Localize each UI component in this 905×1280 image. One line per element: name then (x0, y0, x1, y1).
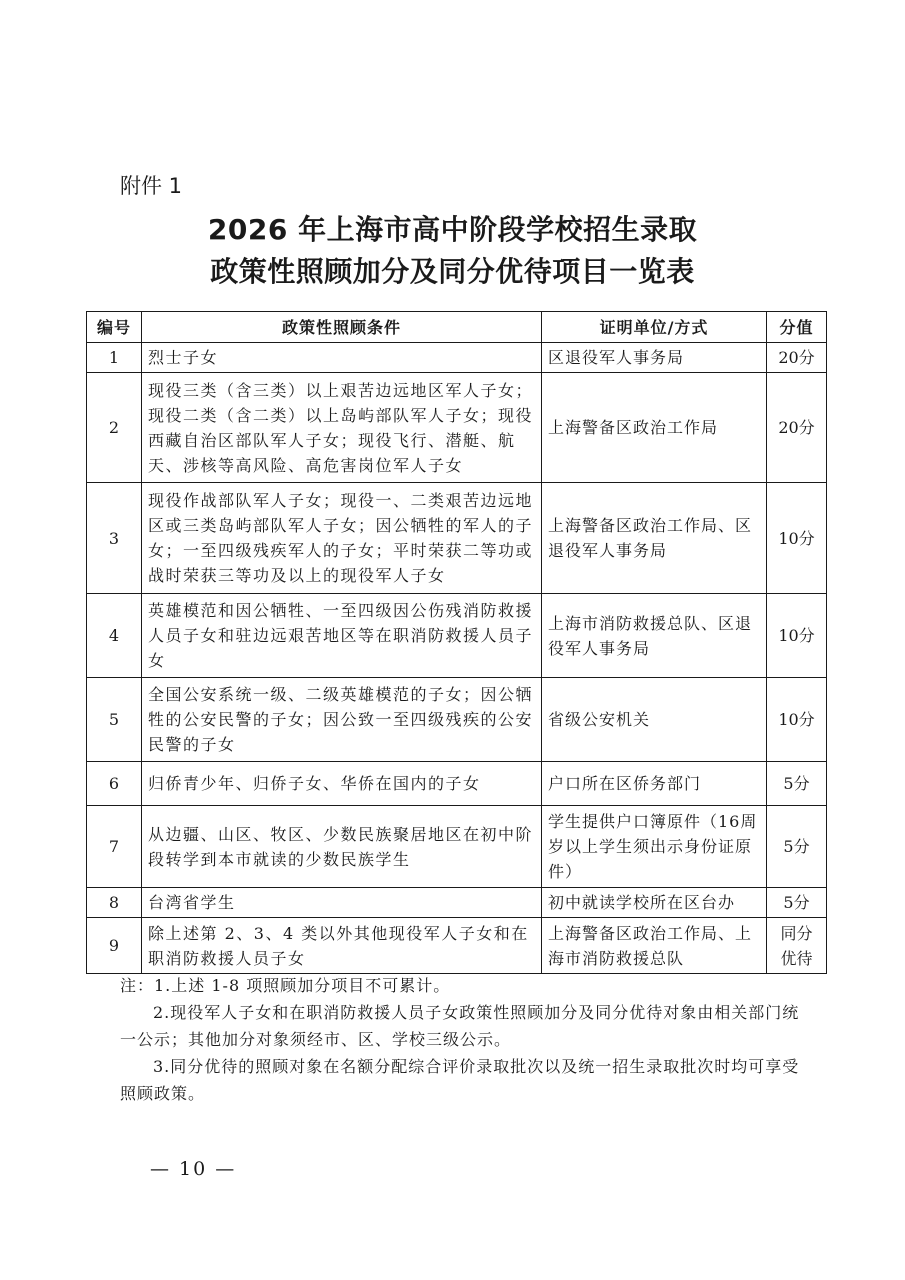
policy-table (86, 311, 827, 974)
row-num: 2 (87, 373, 142, 483)
table-header-row (87, 312, 827, 343)
row-cert: 初中就读学校所在区台办 (542, 888, 767, 918)
document-title-line1: 2026 年上海市高中阶段学校招生录取 (207, 213, 698, 246)
row-cert: 上海警备区政治工作局 (542, 373, 767, 483)
table-row (87, 888, 827, 918)
row-cert: 上海警备区政治工作局、上海市消防救援总队 (542, 918, 767, 974)
row-score: 5分 (767, 806, 827, 888)
row-cert: 上海市消防救援总队、区退役军人事务局 (542, 594, 767, 678)
row-condition: 台湾省学生 (142, 888, 542, 918)
table-row (87, 762, 827, 806)
row-score: 5分 (767, 888, 827, 918)
row-score: 10分 (767, 483, 827, 594)
notes-section (120, 972, 800, 1107)
table-row (87, 343, 827, 373)
document-title-line2: 政策性照顾加分及同分优待项目一览表 (210, 255, 695, 288)
row-cert: 户口所在区侨务部门 (542, 762, 767, 806)
note-1: 注：1.上述 1-8 项照顾加分项目不可累计。 (120, 976, 451, 995)
row-num: 7 (87, 806, 142, 888)
row-cert: 学生提供户口簿原件（16周岁以上学生须出示身份证原件） (542, 806, 767, 888)
row-condition: 从边疆、山区、牧区、少数民族聚居地区在初中阶段转学到本市就读的少数民族学生 (142, 806, 542, 888)
row-score: 5分 (767, 762, 827, 806)
row-condition: 全国公安系统一级、二级英雄模范的子女；因公牺牲的公安民警的子女；因公致一至四级残疾的公安民警的子女 (142, 678, 542, 762)
row-score: 20分 (767, 373, 827, 483)
row-score: 10分 (767, 594, 827, 678)
header-cert: 证明单位/方式 (542, 312, 767, 343)
row-cert: 区退役军人事务局 (542, 343, 767, 373)
row-num: 1 (87, 343, 142, 373)
row-num: 9 (87, 918, 142, 974)
header-score: 分值 (767, 312, 827, 343)
row-num: 4 (87, 594, 142, 678)
row-num: 8 (87, 888, 142, 918)
row-num: 3 (87, 483, 142, 594)
header-condition: 政策性照顾条件 (142, 312, 542, 343)
row-condition: 现役三类（含三类）以上艰苦边远地区军人子女；现役二类（含二类）以上岛屿部队军人子女；现役西藏自治区部队军人子女；现役飞行、潜艇、航天、涉核等高风险、高危害岗位军人子女 (142, 373, 542, 483)
table-row (87, 678, 827, 762)
attachment-label: 附件 1 (120, 174, 183, 198)
row-condition: 英雄模范和因公牺牲、一至四级因公伤残消防救援人员子女和驻边远艰苦地区等在职消防救援人员子女 (142, 594, 542, 678)
note-2: 2.现役军人子女和在职消防救援人员子女政策性照顾加分及同分优待对象由相关部门统一公示；其他加分对象须经市、区、学校三级公示。 (120, 1003, 800, 1049)
page-number: — 10 — (150, 1158, 237, 1180)
note-3: 3.同分优待的照顾对象在名额分配综合评价录取批次以及统一招生录取批次时均可享受照顾政策。 (120, 1057, 800, 1103)
table-row (87, 594, 827, 678)
header-num: 编号 (87, 312, 142, 343)
table-row (87, 806, 827, 888)
row-num: 5 (87, 678, 142, 762)
row-condition: 除上述第 2、3、4 类以外其他现役军人子女和在职消防救援人员子女 (142, 918, 542, 974)
row-score: 10分 (767, 678, 827, 762)
row-cert: 上海警备区政治工作局、区退役军人事务局 (542, 483, 767, 594)
table-row (87, 483, 827, 594)
table-row (87, 373, 827, 483)
row-num: 6 (87, 762, 142, 806)
row-score: 同分优待 (767, 918, 827, 974)
row-cert: 省级公安机关 (542, 678, 767, 762)
row-score: 20分 (767, 343, 827, 373)
row-condition: 现役作战部队军人子女；现役一、二类艰苦边远地区或三类岛屿部队军人子女；因公牺牲的军人的子女；一至四级残疾军人的子女；平时荣获二等功或战时荣获三等功及以上的现役军人子女 (142, 483, 542, 594)
table-row (87, 918, 827, 974)
row-condition: 烈士子女 (142, 343, 542, 373)
row-condition: 归侨青少年、归侨子女、华侨在国内的子女 (142, 762, 542, 806)
